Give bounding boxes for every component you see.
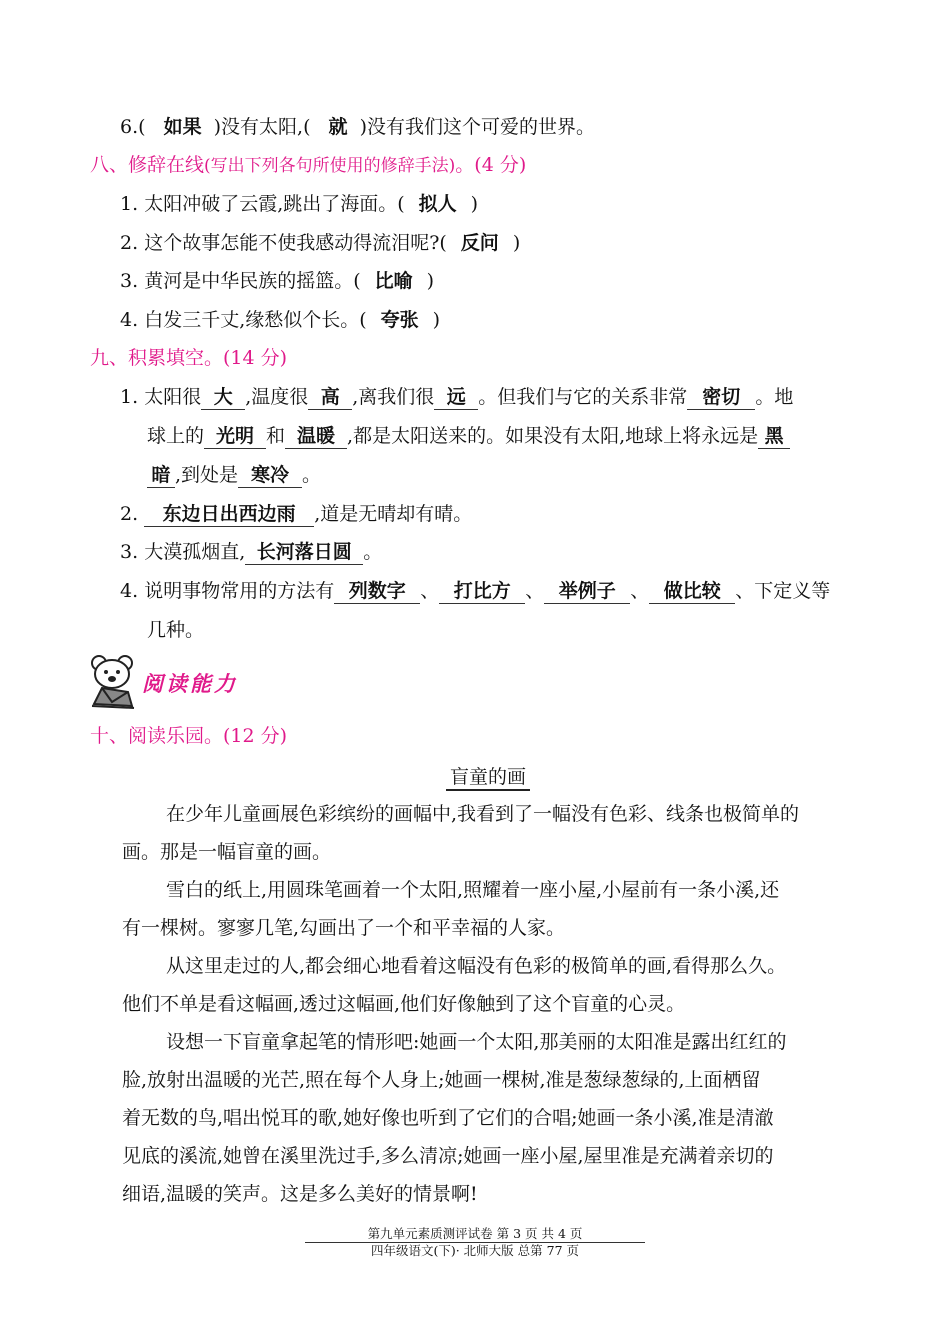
section-8-item: 4. 白发三千丈,缘愁似个长。( 夸张 ) bbox=[120, 309, 441, 331]
answer: 就 bbox=[328, 116, 348, 138]
section-10-title: 十、阅读乐园。(12 分) bbox=[90, 725, 288, 747]
section-9-item-3: 3. 大漠孤烟直, 长河落日圆 。 bbox=[120, 541, 383, 563]
passage-body bbox=[122, 795, 862, 1213]
fill-blank: 打比方 bbox=[439, 579, 525, 604]
fill-blank: 光明 bbox=[204, 424, 266, 449]
bear-reading-icon bbox=[88, 652, 136, 710]
paragraph: 从这里走过的人,都会细心地看着这幅没有色彩的极简单的画,看得那么久。 他们不单是看这幅画,透过这幅画,他们好像触到了这个盲童的心灵。 bbox=[122, 955, 787, 1015]
fill-blank: 举例子 bbox=[544, 579, 630, 604]
passage-title: 盲童的画 bbox=[446, 765, 530, 791]
section-8-item: 2. 这个故事怎能不使我感动得流泪呢?( 反问 ) bbox=[120, 232, 521, 254]
footer-line-1: 第九单元素质测评试卷 第 3 页 共 4 页 bbox=[305, 1226, 645, 1243]
footer-line-2: 四年级语文(下)· 北师大版 总第 77 页 bbox=[370, 1243, 580, 1258]
fill-blank: 列数字 bbox=[334, 579, 420, 604]
fill-blank: 长河落日圆 bbox=[245, 540, 363, 565]
fill-blank: 寒冷 bbox=[238, 463, 302, 488]
answer: 比喻 bbox=[374, 270, 413, 292]
answer: 反问 bbox=[460, 232, 499, 254]
fill-blank: 东边日出西边雨 bbox=[144, 502, 314, 527]
section-8-item: 1. 太阳冲破了云霞,跳出了海面。( 拟人 ) bbox=[120, 193, 479, 215]
section-9-item-2: 2. 东边日出西边雨 ,道是无晴却有晴。 bbox=[120, 503, 473, 525]
section-9-item-1-line2: 球上的 光明 和 温暖 ,都是太阳送来的。如果没有太阳,地球上将永远是 黑 bbox=[147, 423, 790, 449]
fill-blank: 远 bbox=[434, 385, 478, 410]
section-9-item-1-line3: 暗 ,到处是 寒冷 。 bbox=[147, 462, 321, 488]
fill-blank: 温暖 bbox=[285, 424, 347, 449]
fill-blank: 黑 bbox=[758, 424, 790, 449]
section-9-item-1-line1: 1. 太阳很 大 ,温度很 高 ,离我们很 远 。但我们与它的关系非常 密切 。地 bbox=[120, 386, 794, 408]
paragraph: 设想一下盲童拿起笔的情形吧:她画一个太阳,那美丽的太阳准是露出红红的 脸,放射出温暖的光芒,照在每个人身上;她画一棵树,准是葱绿葱绿的,上面栖留 着无数的鸟,唱出悦耳的歌,她好像也听到了它们的合唱;她画一条小溪,准是清澈 见底的溪流,她曾在溪里洗过手,多么清凉;她画一座小屋,屋里准是充满着亲切的 细语,温暖的笑声。这是多么美好的情景啊! bbox=[122, 1031, 787, 1205]
fill-blank: 做比较 bbox=[649, 579, 735, 604]
fill-blank: 大 bbox=[201, 385, 245, 410]
section-9-item-4-line2: 几种。 bbox=[147, 619, 205, 641]
paragraph: 雪白的纸上,用圆珠笔画着一个太阳,照耀着一座小屋,小屋前有一条小溪,还 有一棵树。寥寥几笔,勾画出了一个和平幸福的人家。 bbox=[122, 879, 780, 939]
answer: 如果 bbox=[163, 116, 202, 138]
fill-blank: 暗 bbox=[147, 463, 175, 488]
answer: 夸张 bbox=[380, 309, 419, 331]
section-8-item: 3. 黄河是中华民族的摇篮。( 比喻 ) bbox=[120, 270, 435, 292]
page-footer bbox=[305, 1226, 645, 1259]
section-9-item-4: 4. 说明事物常用的方法有 列数字 、 打比方 、 举例子 、 做比较 、下定义等 bbox=[120, 580, 831, 602]
section-8-title: 八、修辞在线(写出下列各句所使用的修辞手法)。(4 分) bbox=[90, 154, 527, 176]
section-9-title: 九、积累填空。(14 分) bbox=[90, 347, 288, 369]
answer: 拟人 bbox=[418, 193, 457, 215]
reading-section-header: 阅读能力 bbox=[142, 672, 238, 696]
q7-item-6: 6.( 如果 )没有太阳,( 就 )没有我们这个可爱的世界。 bbox=[120, 116, 595, 138]
fill-blank: 密切 bbox=[687, 385, 755, 410]
fill-blank: 高 bbox=[308, 385, 352, 410]
paragraph: 在少年儿童画展色彩缤纷的画幅中,我看到了一幅没有色彩、线条也极简单的 画。那是一幅盲童的画。 bbox=[122, 803, 800, 863]
